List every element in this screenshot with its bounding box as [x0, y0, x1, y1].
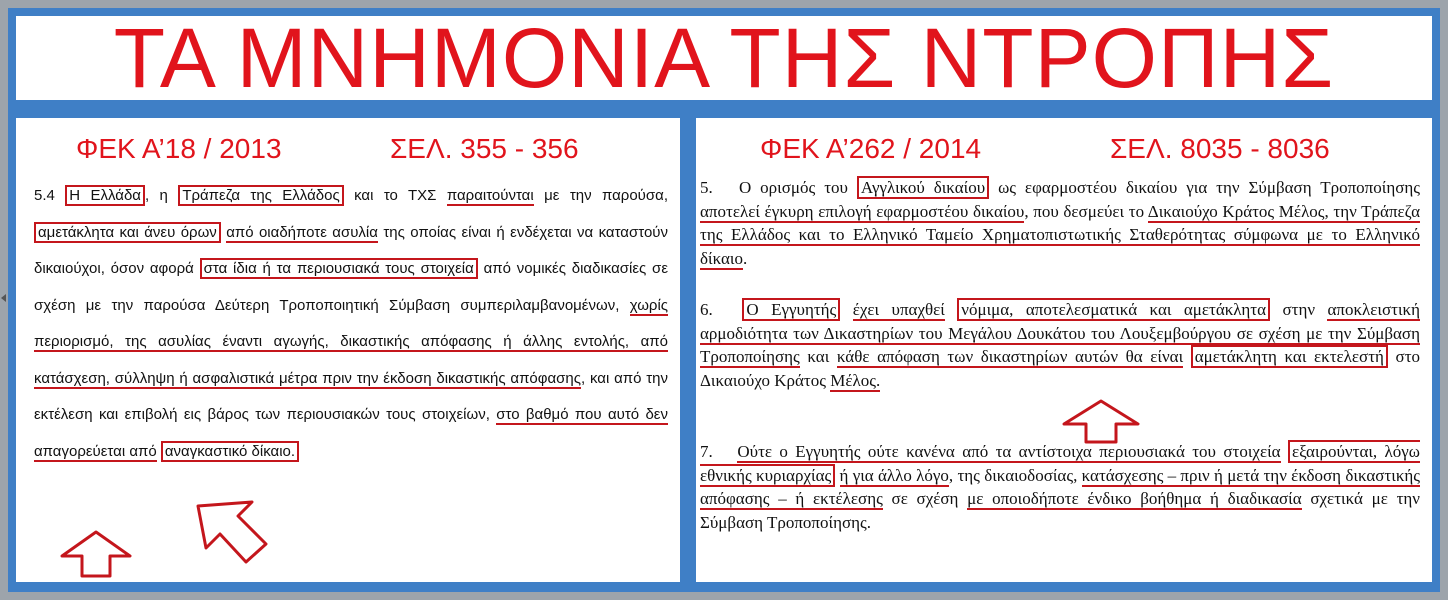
highlight-underline: ή για άλλο λόγο [839, 465, 949, 485]
text-fragment: της οποίας είναι ή ενδέχεται να καταστούν δικαιούχοι, όσον αφορά [34, 223, 668, 277]
highlight-box: Αγγλικού δικαίου [857, 176, 989, 199]
highlight-box: Ο Εγγυητής [742, 298, 840, 321]
text-fragment: , της δικαιοδοσίας, [948, 465, 1078, 485]
highlight-underline: Μέλος. [830, 370, 881, 390]
highlight-underline: κατάσχεσης – πριν ή μετά την έκδοση δικαστικής απόφασης – ή εκτέλεσης [700, 465, 1421, 508]
paragraph-number: 7. [700, 442, 713, 461]
highlight-box: νόμιμα, αποτελεσματικά και αμετάκλητα [957, 298, 1270, 321]
highlight-underline: χωρίς περιορισμό, της ασυλίας έναντι αγωγής, δικαστικής απόφασης ή άλλης εντολής, από κατάσχεση, σύλληψη ή ασφαλιστικά μέτρα πριν την έκδοση δικαστικής απόφασης [34, 296, 669, 387]
text-fragment: σχετικά με την Σύμβαση Τροποποίησης. [700, 489, 1420, 532]
highlight-underline: με οποιοδήποτε ένδικο βοήθημα ή διαδικασία [967, 489, 1302, 508]
highlight-box: αμετάκλητη και εκτελεστή [1191, 345, 1388, 368]
highlight-underline: κάθε απόφαση των δικαστηρίων αυτών θα είναι [836, 347, 1184, 366]
text-fragment: στο Δικαιούχο Κράτος [700, 347, 1421, 390]
highlight-box: Τράπεζα της Ελλάδος [178, 185, 343, 206]
text-fragment: σε σχέση [891, 489, 959, 508]
text-fragment: . [742, 248, 748, 268]
highlight-underline: έχει υπαχθεί [852, 300, 945, 319]
text-fragment: και το ΤΧΣ [354, 187, 437, 204]
right-paragraph-7 [700, 440, 1420, 534]
paragraph-number: 5. [700, 178, 713, 197]
up-arrow-icon [1058, 398, 1144, 444]
highlight-underline: αποτελεί έγκυρη επιλογή εφαρμοστέου δικαίου [700, 201, 1025, 221]
up-arrow-icon [56, 528, 136, 578]
title-banner [16, 11, 1432, 105]
highlight-underline: Δικαιούχο Κράτος Μέλος, την Τράπεζα της Ελλάδος και το Ελληνικό Ταμείο Χρηματοπιστωτικής Σταθερότητας σύμφωνα με το Ελληνικό δίκαιο [700, 201, 1421, 268]
left-edge-arrow-icon [1, 294, 6, 302]
text-fragment: με την παρούσα, [544, 187, 668, 204]
left-page-reference: ΣΕΛ. 355 - 356 [390, 133, 579, 164]
highlight-box: στα ίδια ή τα περιουσιακά τους στοιχεία [200, 258, 478, 279]
text-fragment: Ο ορισμός του [738, 178, 848, 197]
diagonal-arrow-icon [192, 496, 272, 566]
text-fragment: , που δεσμεύει το [1024, 201, 1145, 221]
right-paragraph-5 [700, 176, 1420, 270]
text-fragment: και [807, 347, 830, 366]
highlight-underline: Ούτε ο Εγγυητής ούτε κανένα από τα αντίστοιχα περιουσιακά του στοιχεία [737, 442, 1281, 461]
highlight-box: αμετάκλητα και άνευ όρων [34, 222, 221, 243]
paragraph-number: 6. [700, 300, 713, 319]
right-document-panel [696, 118, 1432, 582]
main-title: ΤΑ ΜΝΗΜΟΝΙΑ ΤΗΣ ΝΤΡΟΠΗΣ [113, 11, 1335, 105]
highlight-box: αναγκαστικό δίκαιο. [161, 441, 299, 462]
text-fragment: ως εφαρμοστέου δικαίου για την Σύμβαση Τροποποίησης [998, 178, 1421, 197]
text-fragment: στην [1282, 300, 1316, 319]
highlight-box: εξαιρούνται, λόγω εθνικής κυριαρχίας [700, 442, 1421, 485]
highlight-underline: αποκλειστική αρμοδιότητα των Δικαστηρίων του Μεγάλου Δουκάτου του Λουξεμβούργου σε σχέση με την Σύμβαση Τροποποίησης [700, 300, 1420, 366]
text-fragment: , η [144, 187, 168, 204]
highlight-underline: στο βαθμό που αυτό δεν απαγορεύεται από [34, 406, 668, 460]
left-fek-reference: ΦΕΚ Α’18 / 2013 [76, 133, 282, 164]
right-page-reference: ΣΕΛ. 8035 - 8036 [1110, 133, 1330, 164]
highlight-box: Η Ελλάδα [65, 185, 145, 206]
text-fragment: , και από την εκτέλεση και επιβολή εις βάρος των περιουσιακών τους στοιχείων, [34, 369, 669, 423]
left-paragraph-5-4 [34, 178, 668, 470]
right-paragraph-6 [700, 298, 1420, 392]
left-document-panel [16, 118, 680, 582]
paragraph-number: 5.4 [34, 187, 55, 204]
highlight-underline: από οιαδήποτε ασυλία [226, 223, 378, 241]
highlight-underline: παραιτούνται [446, 187, 534, 204]
text-fragment: από νομικές διαδικασίες σε σχέση με την παρούσα Δεύτερη Τροποποιητική Σύμβαση συμπεριλαμβανομένων, [34, 260, 669, 314]
right-fek-reference: ΦΕΚ Α’262 / 2014 [760, 133, 982, 164]
